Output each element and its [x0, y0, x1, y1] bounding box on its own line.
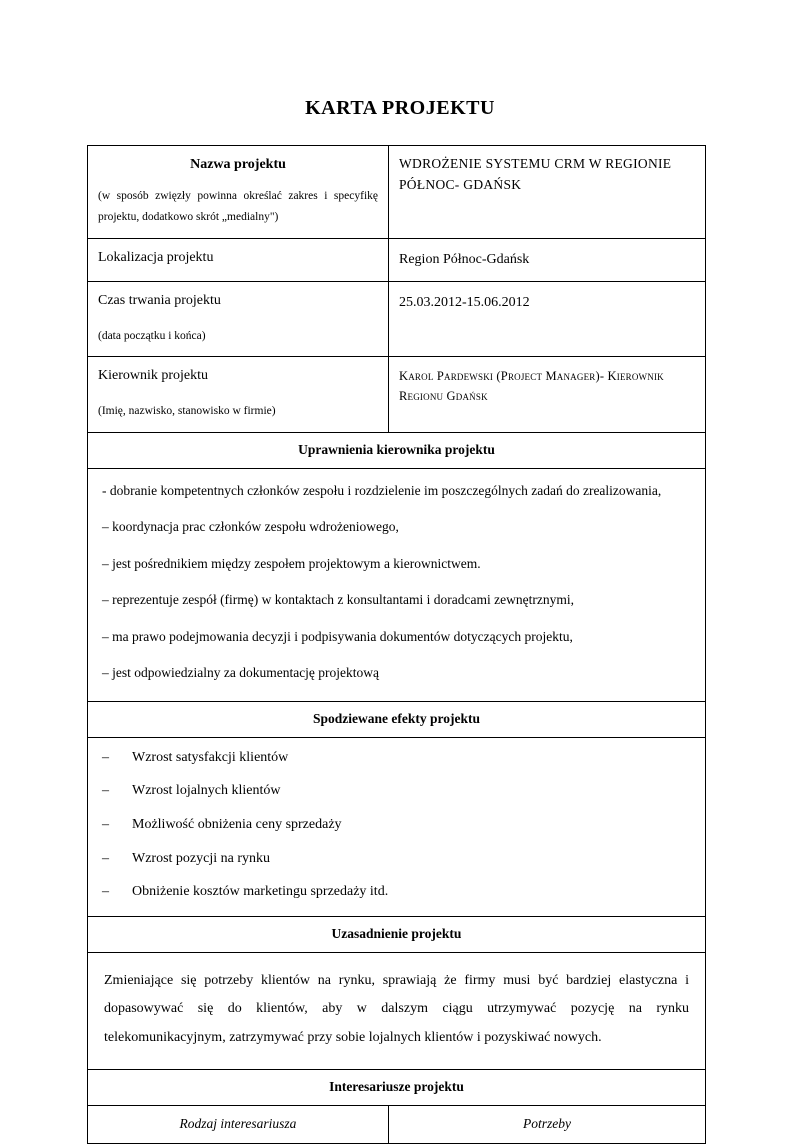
list-item — [102, 882, 691, 902]
dash-bullet-icon: – — [102, 783, 109, 799]
dash-bullet-icon: – — [102, 749, 109, 765]
value-duration: 25.03.2012-15.06.2012 — [399, 294, 530, 310]
effect-text: Wzrost satysfakcji klientów — [132, 749, 289, 765]
cell-label-duration — [88, 281, 389, 356]
project-charter-table — [87, 145, 706, 1144]
dash-bullet-icon: – — [102, 817, 109, 833]
table-row-manager — [88, 357, 706, 432]
list-item — [102, 781, 691, 801]
table-row-stakeholders-heading — [88, 1069, 706, 1105]
dash-bullet-icon: – — [102, 884, 109, 900]
justification-paragraph: Zmieniające się potrzeby klientów na rynku, sprawiają że firmy musi być bardziej elastyczna i dopasowywać się do klientów, aby w dalszym ciągu utrzymywać pozycję na rynku telekomunikacyjnym, zatrzymywać przy sobie lojalnych klientów i pozyskiwać nowych. — [104, 972, 689, 1046]
table-row-justification-heading — [88, 916, 706, 952]
label-project-name: Nazwa projektu — [190, 157, 286, 172]
effect-text: Obniżenie kosztów marketingu sprzedaży itd. — [132, 884, 389, 900]
list-item — [102, 748, 691, 768]
table-row-stakeholders-columns — [88, 1105, 706, 1143]
section-body-authority — [88, 468, 706, 701]
column-header-needs: Potrzeby — [389, 1105, 706, 1143]
table-row-location — [88, 239, 706, 282]
effect-text: Wzrost pozycji na rynku — [132, 850, 271, 866]
table-row-authority-heading — [88, 432, 706, 468]
section-heading-stakeholders: Interesariusze projektu — [88, 1069, 706, 1105]
page-title: KARTA PROJEKTU — [305, 97, 495, 119]
cell-label-manager — [88, 357, 389, 432]
dash-bullet-icon: – — [102, 850, 109, 866]
project-name-line-2: PÓŁNOC- GDAŃSK — [399, 176, 522, 192]
column-header-stakeholder-type: Rodzaj interesariusza — [88, 1105, 389, 1143]
label-location: Lokalizacja projektu — [98, 250, 214, 266]
section-heading-effects: Spodziewane efekty projektu — [88, 701, 706, 737]
table-row-effects-heading — [88, 701, 706, 737]
authority-item: – jest odpowiedzialny za dokumentację projektową — [102, 665, 380, 681]
effect-text: Wzrost lojalnych klientów — [132, 783, 281, 799]
label-note-project-name: (w sposób zwięzły powinna określać zakres i specyfikę projektu, dodatkowo skrót „medialny") — [98, 189, 378, 223]
list-item — [102, 849, 691, 869]
table-row-effects-body — [88, 737, 706, 916]
list-item — [102, 815, 691, 835]
table-row-duration — [88, 281, 706, 356]
label-note-duration: (data początku i końca) — [98, 329, 206, 342]
authority-item: – ma prawo podejmowania decyzji i podpisywania dokumentów dotyczących projektu, — [102, 628, 573, 644]
cell-value-manager — [389, 357, 706, 432]
cell-label-project-name — [88, 146, 389, 239]
project-name-line-1: WDROŻENIE SYSTEMU CRM W REGIONIE — [399, 156, 672, 171]
table-row-justification-body — [88, 952, 706, 1069]
value-location: Region Północ-Gdańsk — [399, 252, 530, 268]
authority-item: – reprezentuje zespół (firmę) w kontaktach z konsultantami i doradcami zewnętrznymi, — [102, 592, 574, 608]
authority-item: - dobranie kompetentnych członków zespołu i rozdzielenie im poszczególnych zadań do zrealizowania, — [102, 482, 662, 498]
section-heading-authority: Uprawnienia kierownika projektu — [88, 432, 706, 468]
value-manager: Karol Pardewski (Project Manager)- Kierownik Regionu Gdańsk — [399, 369, 664, 403]
effect-text: Możliwość obniżenia ceny sprzedaży — [132, 817, 342, 833]
label-note-manager: (Imię, nazwisko, stanowisko w firmie) — [98, 404, 276, 417]
cell-value-project-name — [389, 146, 706, 239]
authority-item: – koordynacja prac członków zespołu wdrożeniowego, — [102, 519, 399, 535]
section-body-justification — [88, 952, 706, 1069]
label-manager: Kierownik projektu — [98, 368, 209, 384]
section-body-effects — [88, 737, 706, 916]
cell-label-location — [88, 239, 389, 282]
cell-value-duration — [389, 281, 706, 356]
table-row-project-name — [88, 146, 706, 239]
table-row-authority-body — [88, 468, 706, 701]
section-heading-justification: Uzasadnienie projektu — [88, 916, 706, 952]
authority-item: – jest pośrednikiem między zespołem projektowym a kierownictwem. — [102, 555, 481, 571]
label-duration: Czas trwania projektu — [98, 292, 221, 308]
cell-value-location — [389, 239, 706, 282]
